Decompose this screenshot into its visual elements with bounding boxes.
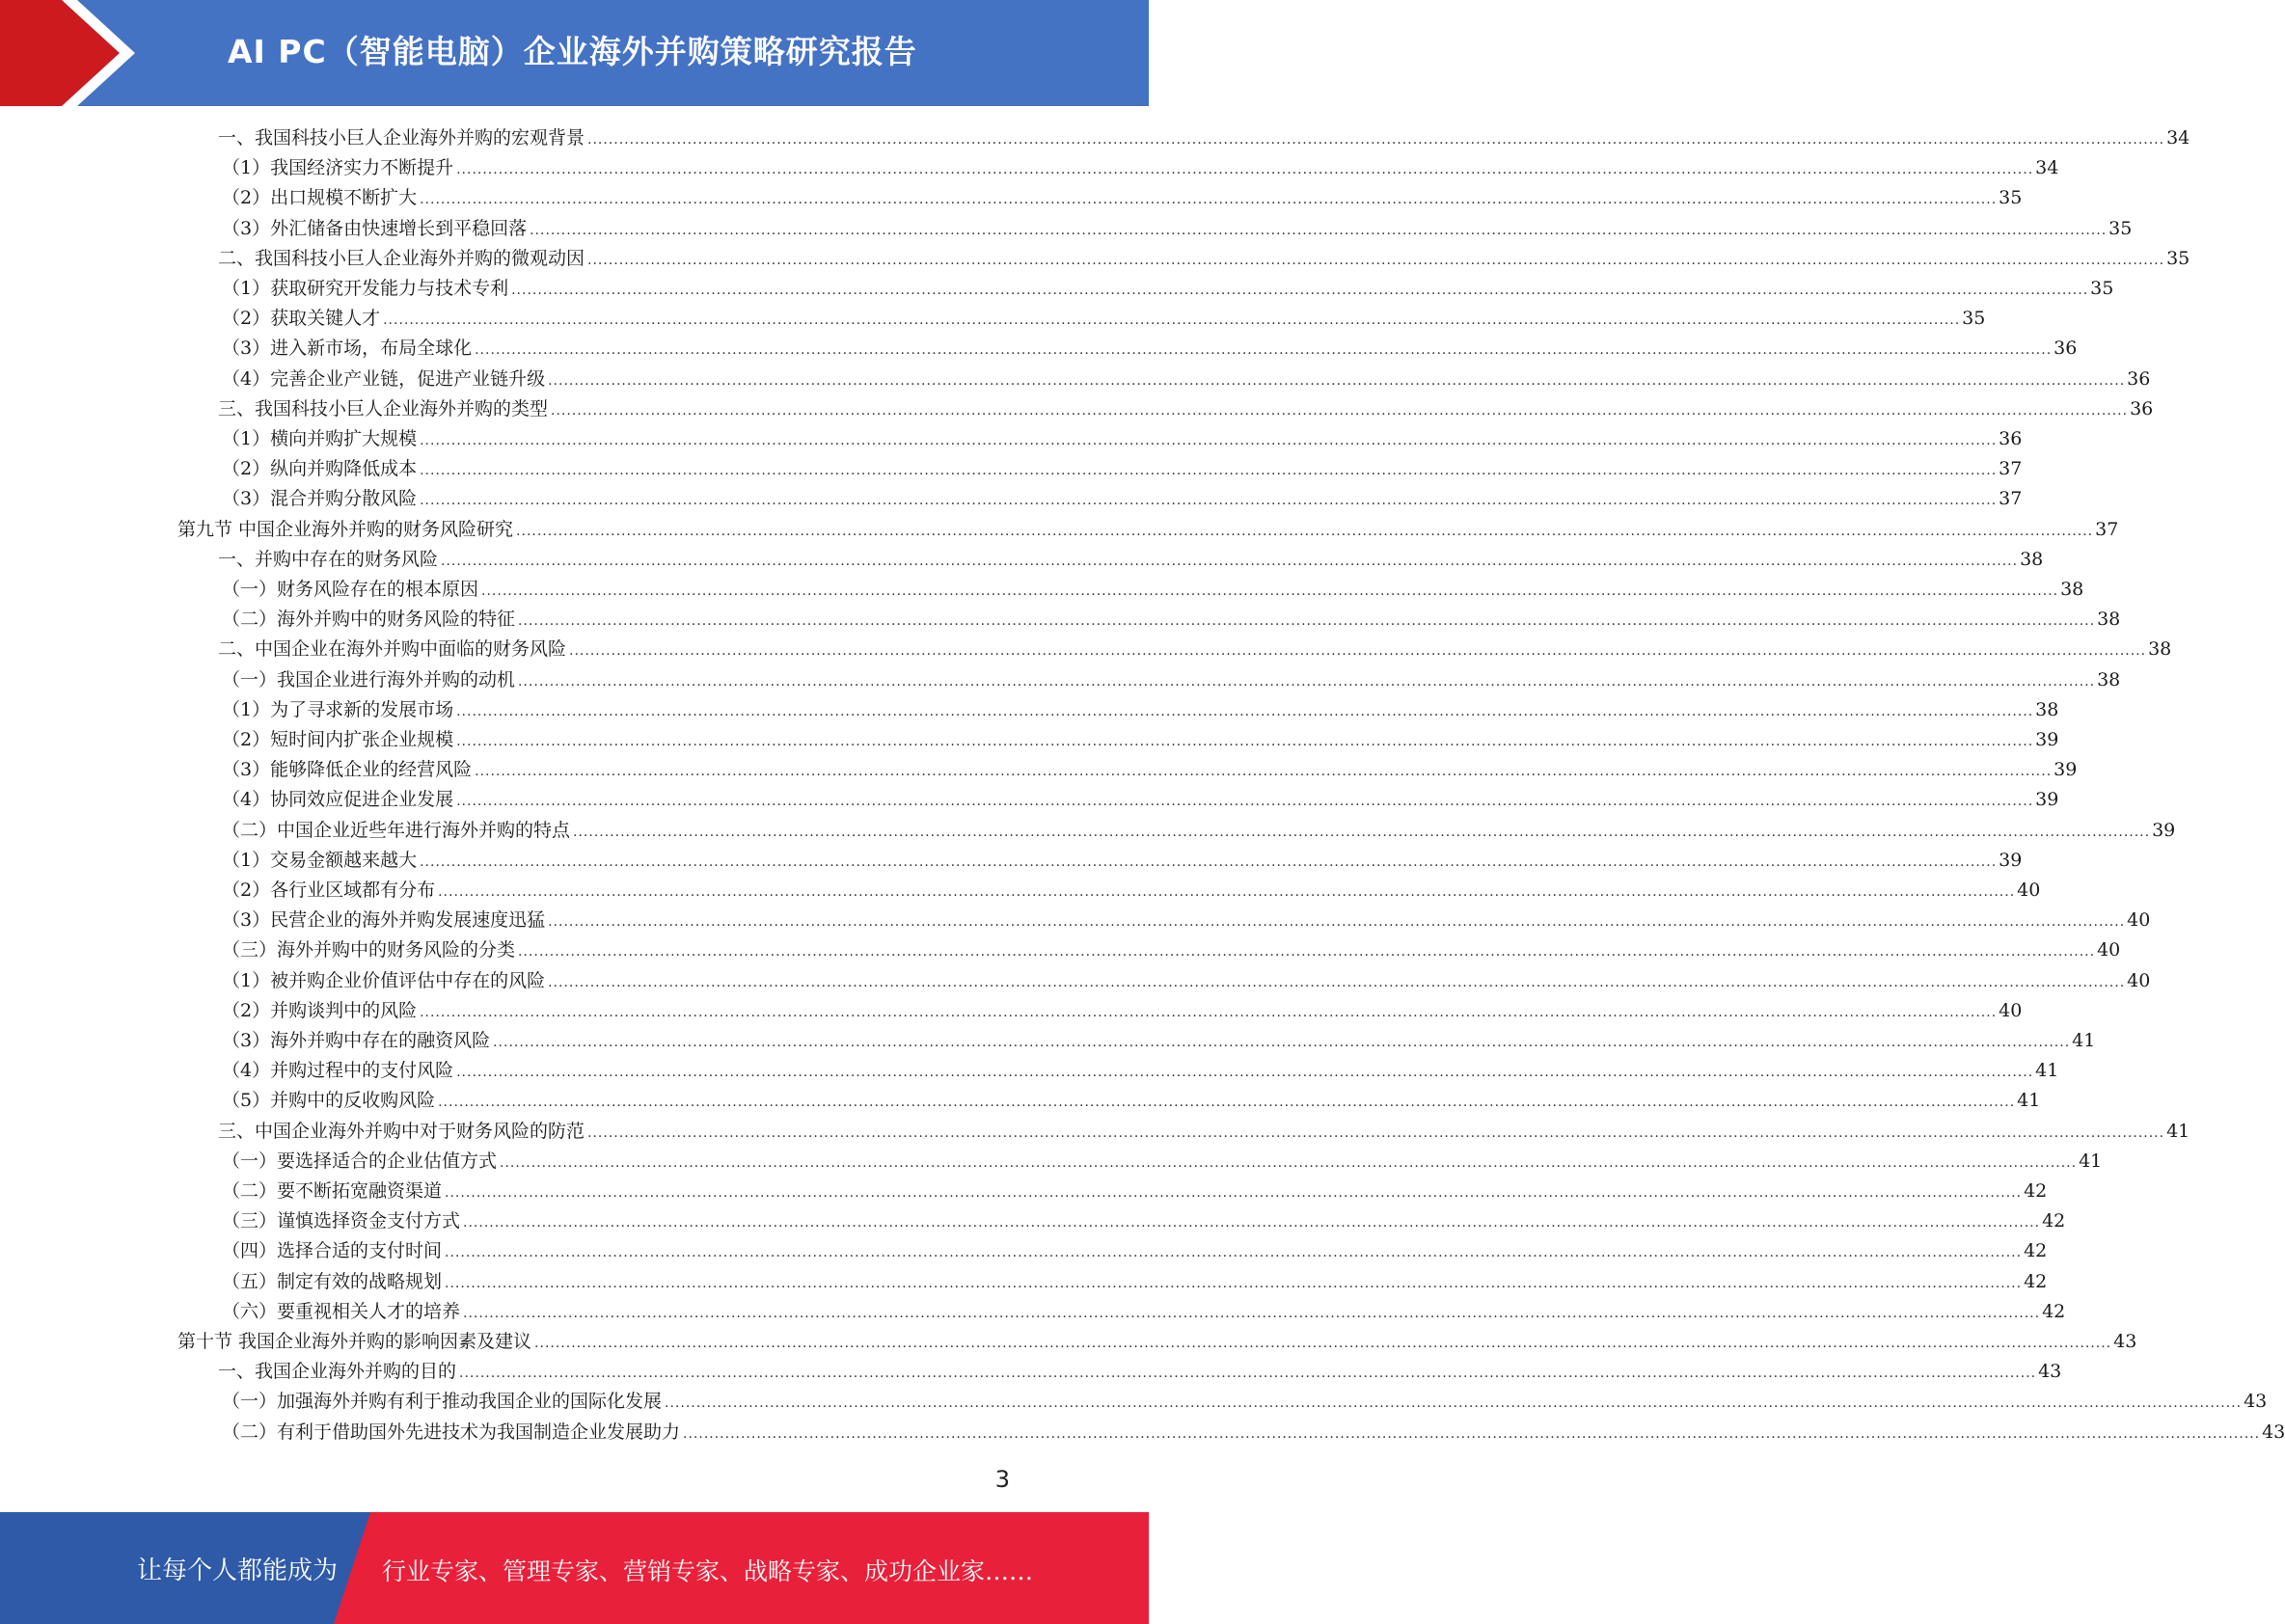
toc-entry-page: 34 bbox=[2166, 127, 2190, 149]
toc-entry[interactable] bbox=[177, 1327, 2137, 1357]
toc-entry[interactable] bbox=[222, 424, 2023, 454]
toc-entry-label: （1）我国经济实力不断提升 bbox=[222, 157, 454, 178]
toc-entry-label: 第九节 中国企业海外并购的财务风险研究 bbox=[177, 519, 514, 540]
toc-dot-leader: ............................................................................................................................................................................................................................................................................................................ bbox=[518, 613, 2096, 629]
toc-dot-leader: ............................................................................................................................................................................................................................................................................................................ bbox=[445, 1185, 2023, 1201]
toc-entry[interactable] bbox=[222, 725, 2059, 755]
toc-entry[interactable] bbox=[222, 846, 2023, 876]
toc-entry-label: （4）并购过程中的支付风险 bbox=[222, 1060, 454, 1081]
toc-entry[interactable] bbox=[218, 123, 2190, 153]
toc-entry-label: 二、我国科技小巨人企业海外并购的微观动因 bbox=[218, 248, 585, 269]
toc-entry-label: （三）谨慎选择资金支付方式 bbox=[222, 1210, 461, 1232]
toc-entry[interactable] bbox=[222, 1387, 2268, 1417]
toc-dot-leader: ............................................................................................................................................................................................................................................................................................................ bbox=[573, 825, 2151, 840]
toc-entry-label: （3）混合并购分散风险 bbox=[222, 488, 418, 509]
toc-entry[interactable] bbox=[222, 966, 2151, 996]
toc-entry-page: 39 bbox=[1999, 850, 2023, 871]
toc-entry-page: 39 bbox=[2035, 729, 2059, 750]
toc-entry-page: 40 bbox=[2097, 939, 2121, 961]
toc-entry-label: （3）能够降低企业的经营风险 bbox=[222, 759, 473, 780]
toc-dot-leader: ............................................................................................................................................................................................................................................................................................................ bbox=[665, 1395, 2243, 1411]
toc-entry[interactable] bbox=[222, 1086, 2041, 1116]
toc-entry[interactable] bbox=[222, 816, 2176, 846]
toc-entry-page: 35 bbox=[1962, 308, 1986, 329]
toc-entry[interactable] bbox=[222, 183, 2023, 213]
toc-dot-leader: ............................................................................................................................................................................................................................................................................................................ bbox=[548, 373, 2126, 389]
toc-entry-page: 38 bbox=[2148, 638, 2172, 660]
toc-entry-label: （2）纵向并购降低成本 bbox=[222, 458, 418, 479]
toc-entry-page: 39 bbox=[2054, 759, 2078, 780]
toc-entry[interactable] bbox=[218, 635, 2172, 664]
toc-entry-label: 二、中国企业在海外并购中面临的财务风险 bbox=[218, 638, 567, 660]
page-footer bbox=[0, 1512, 1149, 1624]
toc-dot-leader: ............................................................................................................................................................................................................................................................................................................ bbox=[420, 433, 1998, 448]
toc-dot-leader: ............................................................................................................................................................................................................................................................................................................ bbox=[456, 1065, 2034, 1080]
toc-entry-page: 38 bbox=[2035, 699, 2059, 720]
toc-dot-leader: ............................................................................................................................................................................................................................................................................................................ bbox=[551, 403, 2129, 419]
toc-entry[interactable] bbox=[218, 394, 2154, 424]
toc-entry[interactable] bbox=[222, 1297, 2066, 1327]
toc-entry[interactable] bbox=[218, 545, 2044, 575]
toc-entry[interactable] bbox=[222, 214, 2133, 244]
toc-entry-label: （二）中国企业近些年进行海外并购的特点 bbox=[222, 820, 571, 841]
toc-entry-label: （三）海外并购中的财务风险的分类 bbox=[222, 939, 516, 961]
toc-entry-page: 40 bbox=[2127, 909, 2151, 931]
toc-entry-page: 42 bbox=[2024, 1240, 2048, 1261]
toc-dot-leader: ............................................................................................................................................................................................................................................................................................................ bbox=[530, 223, 2108, 238]
toc-entry-label: （1）交易金额越来越大 bbox=[222, 850, 418, 871]
toc-entry-page: 43 bbox=[2262, 1421, 2285, 1443]
toc-dot-leader: ............................................................................................................................................................................................................................................................................................................ bbox=[456, 734, 2034, 749]
toc-entry-page: 42 bbox=[2042, 1301, 2066, 1322]
toc-entry-page: 35 bbox=[1999, 187, 2023, 208]
toc-entry-label: 一、我国科技小巨人企业海外并购的宏观背景 bbox=[218, 127, 585, 149]
toc-entry-label: （3）民营企业的海外并购发展速度迅猛 bbox=[222, 909, 546, 931]
toc-entry-label: （1）为了寻求新的发展市场 bbox=[222, 699, 454, 720]
toc-entry-page: 38 bbox=[2020, 549, 2044, 570]
toc-entry-page: 42 bbox=[2024, 1271, 2048, 1292]
toc-entry-label: （一）要选择适合的企业估值方式 bbox=[222, 1150, 498, 1172]
toc-entry[interactable] bbox=[218, 244, 2190, 274]
toc-entry-page: 41 bbox=[2035, 1060, 2059, 1081]
toc-entry-label: （5）并购中的反收购风险 bbox=[222, 1090, 436, 1111]
toc-entry-page: 40 bbox=[2017, 880, 2041, 901]
toc-dot-leader: ............................................................................................................................................................................................................................................................................................................ bbox=[438, 884, 2016, 900]
document-title: AI PC（智能电脑）企业海外并购策略研究报告 bbox=[228, 33, 917, 70]
toc-entry[interactable] bbox=[222, 665, 2121, 695]
toc-entry-label: 三、我国科技小巨人企业海外并购的类型 bbox=[218, 398, 549, 420]
toc-entry-label: （2）各行业区域都有分布 bbox=[222, 880, 436, 901]
toc-entry[interactable] bbox=[222, 484, 2023, 514]
toc-entry-label: （3）海外并购中存在的融资风险 bbox=[222, 1030, 491, 1051]
toc-entry[interactable] bbox=[222, 1236, 2048, 1266]
toc-entry-label: 第十节 我国企业海外并购的影响因素及建议 bbox=[177, 1331, 532, 1352]
toc-entry[interactable] bbox=[222, 1177, 2048, 1206]
toc-entry-page: 39 bbox=[2152, 820, 2176, 841]
footer-slogan-left: 让每个人都能成为 bbox=[137, 1556, 339, 1585]
toc-dot-leader: ............................................................................................................................................................................................................................................................................................................ bbox=[493, 1035, 2071, 1050]
toc-entry-label: （1）横向并购扩大规模 bbox=[222, 428, 418, 449]
toc-entry-page: 43 bbox=[2244, 1391, 2268, 1412]
toc-dot-leader: ............................................................................................................................................................................................................................................................................................................ bbox=[518, 944, 2096, 960]
toc-entry-page: 41 bbox=[2166, 1121, 2190, 1142]
toc-entry-label: （2）出口规模不断扩大 bbox=[222, 187, 418, 208]
toc-entry[interactable] bbox=[222, 575, 2084, 605]
footer-slogan-right: 行业专家、管理专家、营销专家、战略专家、成功企业家…… bbox=[382, 1557, 1034, 1585]
toc-entry-page: 35 bbox=[2108, 218, 2133, 239]
toc-entry[interactable] bbox=[222, 605, 2121, 635]
toc-dot-leader: ............................................................................................................................................................................................................................................................................................................ bbox=[500, 1155, 2078, 1171]
toc-entry[interactable] bbox=[222, 1026, 2096, 1056]
toc-dot-leader: ............................................................................................................................................................................................................................................................................................................ bbox=[420, 493, 1998, 508]
toc-entry-label: （1）获取研究开发能力与技术专利 bbox=[222, 278, 509, 299]
toc-entry-label: 一、我国企业海外并购的目的 bbox=[218, 1361, 457, 1382]
toc-dot-leader: ............................................................................................................................................................................................................................................................................................................ bbox=[548, 975, 2126, 990]
toc-entry[interactable] bbox=[222, 906, 2151, 935]
toc-dot-leader: ............................................................................................................................................................................................................................................................................................................ bbox=[587, 253, 2165, 268]
toc-entry-label: （一）财务风险存在的根本原因 bbox=[222, 579, 479, 600]
toc-dot-leader: ............................................................................................................................................................................................................................................................................................................ bbox=[587, 1125, 2165, 1141]
toc-entry[interactable] bbox=[222, 334, 2078, 364]
toc-dot-leader: ............................................................................................................................................................................................................................................................................................................ bbox=[445, 1245, 2023, 1260]
toc-entry-page: 38 bbox=[2060, 579, 2084, 600]
toc-dot-leader: ............................................................................................................................................................................................................................................................................................................ bbox=[420, 463, 1998, 478]
toc-dot-leader: ............................................................................................................................................................................................................................................................................................................ bbox=[445, 1276, 2023, 1291]
toc-entry-label: （2）并购谈判中的风险 bbox=[222, 1000, 418, 1021]
toc-entry[interactable] bbox=[222, 876, 2041, 906]
toc-entry-page: 41 bbox=[2017, 1090, 2041, 1111]
toc-entry[interactable] bbox=[222, 365, 2151, 394]
toc-entry[interactable] bbox=[222, 274, 2114, 304]
toc-entry-label: （五）制定有效的战略规划 bbox=[222, 1271, 443, 1292]
toc-entry[interactable] bbox=[222, 153, 2059, 183]
toc-entry[interactable] bbox=[222, 1147, 2103, 1177]
toc-entry[interactable] bbox=[222, 755, 2078, 785]
toc-entry-label: （二）海外并购中的财务风险的特征 bbox=[222, 609, 516, 630]
toc-entry[interactable] bbox=[218, 1117, 2190, 1147]
toc-dot-leader: ............................................................................................................................................................................................................................................................................................................ bbox=[438, 1095, 2016, 1110]
toc-dot-leader: ............................................................................................................................................................................................................................................................................................................ bbox=[420, 192, 1998, 207]
toc-entry[interactable] bbox=[222, 935, 2121, 965]
toc-entry[interactable] bbox=[177, 515, 2119, 545]
toc-dot-leader: ............................................................................................................................................................................................................................................................................................................ bbox=[683, 1426, 2261, 1442]
toc-entry-label: （3）进入新市场，布局全球化 bbox=[222, 338, 473, 359]
toc-entry-label: （3）外汇储备由快速增长到平稳回落 bbox=[222, 218, 528, 239]
toc-entry-label: （2）短时间内扩张企业规模 bbox=[222, 729, 454, 750]
toc-entry-page: 34 bbox=[2035, 157, 2059, 178]
toc-entry-label: （1）被并购企业价值评估中存在的风险 bbox=[222, 970, 546, 991]
toc-entry-page: 35 bbox=[2090, 278, 2114, 299]
toc-entry-page: 36 bbox=[1999, 428, 2023, 449]
toc-entry-page: 37 bbox=[1999, 458, 2023, 479]
toc-entry-page: 42 bbox=[2042, 1210, 2066, 1232]
toc-entry[interactable] bbox=[222, 1056, 2059, 1086]
toc-entry[interactable] bbox=[222, 785, 2059, 815]
toc-dot-leader: ............................................................................................................................................................................................................................................................................................................ bbox=[587, 132, 2165, 148]
toc-entry[interactable] bbox=[222, 1267, 2048, 1297]
toc-entry-page: 39 bbox=[2035, 789, 2059, 810]
header-red-arrow-shape bbox=[0, 0, 145, 106]
toc-entry-page: 36 bbox=[2054, 338, 2078, 359]
toc-dot-leader: ............................................................................................................................................................................................................................................................................................................ bbox=[459, 1366, 2037, 1381]
toc-dot-leader: ............................................................................................................................................................................................................................................................................................................ bbox=[511, 283, 2089, 298]
toc-entry-label: （二）有利于借助国外先进技术为我国制造企业发展助力 bbox=[222, 1421, 681, 1443]
toc-entry-label: （4）完善企业产业链，促进产业链升级 bbox=[222, 368, 546, 390]
toc-entry-page: 43 bbox=[2113, 1331, 2137, 1352]
toc-entry-page: 43 bbox=[2038, 1361, 2062, 1382]
toc-dot-leader: ............................................................................................................................................................................................................................................................................................................ bbox=[441, 554, 2019, 569]
toc-dot-leader: ............................................................................................................................................................................................................................................................................................................ bbox=[481, 583, 2059, 599]
toc-dot-leader: ............................................................................................................................................................................................................................................................................................................ bbox=[518, 674, 2096, 690]
page-number: 3 bbox=[994, 1466, 1010, 1493]
toc-dot-leader: ............................................................................................................................................................................................................................................................................................................ bbox=[463, 1306, 2041, 1321]
toc-dot-leader: ............................................................................................................................................................................................................................................................................................................ bbox=[463, 1215, 2041, 1231]
toc-dot-leader: ............................................................................................................................................................................................................................................................................................................ bbox=[420, 1005, 1998, 1020]
toc-entry-label: （一）加强海外并购有利于推动我国企业的国际化发展 bbox=[222, 1391, 663, 1412]
toc-entry[interactable] bbox=[222, 454, 2023, 484]
toc-dot-leader: ............................................................................................................................................................................................................................................................................................................ bbox=[534, 1336, 2112, 1351]
toc-entry-label: （六）要重视相关人才的培养 bbox=[222, 1301, 461, 1322]
toc-entry[interactable] bbox=[218, 1357, 2062, 1387]
toc-entry-label: 一、并购中存在的财务风险 bbox=[218, 549, 439, 570]
toc-entry[interactable] bbox=[222, 1206, 2066, 1236]
toc-entry-page: 41 bbox=[2079, 1150, 2103, 1172]
toc-entry-label: （2）获取关键人才 bbox=[222, 308, 381, 329]
toc-entry-page: 38 bbox=[2097, 609, 2121, 630]
toc-dot-leader: ............................................................................................................................................................................................................................................................................................................ bbox=[475, 764, 2053, 779]
toc-entry-page: 36 bbox=[2127, 368, 2151, 390]
toc-entry-label: （二）要不断拓宽融资渠道 bbox=[222, 1180, 443, 1202]
toc-entry-page: 37 bbox=[1999, 488, 2023, 509]
toc-entry-label: 三、中国企业海外并购中对于财务风险的防范 bbox=[218, 1121, 585, 1142]
toc-dot-leader: ............................................................................................................................................................................................................................................................................................................ bbox=[516, 524, 2094, 539]
toc-entry[interactable] bbox=[222, 304, 1986, 334]
toc-dot-leader: ............................................................................................................................................................................................................................................................................................................ bbox=[475, 342, 2053, 358]
toc-dot-leader: ............................................................................................................................................................................................................................................................................................................ bbox=[456, 794, 2034, 809]
toc-entry-page: 37 bbox=[2095, 519, 2119, 540]
toc-entry-page: 40 bbox=[1999, 1000, 2023, 1021]
toc-entry-page: 42 bbox=[2024, 1180, 2048, 1202]
toc-dot-leader: ............................................................................................................................................................................................................................................................................................................ bbox=[383, 312, 1961, 328]
toc-entry-label: （四）选择合适的支付时间 bbox=[222, 1240, 443, 1261]
toc-entry[interactable] bbox=[222, 996, 2023, 1026]
toc-entry-page: 35 bbox=[2166, 248, 2190, 269]
toc-dot-leader: ............................................................................................................................................................................................................................................................................................................ bbox=[548, 914, 2126, 930]
toc-entry[interactable] bbox=[222, 1418, 2285, 1448]
toc-dot-leader: ............................................................................................................................................................................................................................................................................................................ bbox=[569, 643, 2147, 659]
page-header bbox=[0, 0, 1149, 106]
toc-dot-leader: ............................................................................................................................................................................................................................................................................................................ bbox=[456, 704, 2034, 719]
toc-entry-page: 40 bbox=[2127, 970, 2151, 991]
toc-entry-label: （4）协同效应促进企业发展 bbox=[222, 789, 454, 810]
toc-entry-label: （一）我国企业进行海外并购的动机 bbox=[222, 669, 516, 690]
toc-dot-leader: ............................................................................................................................................................................................................................................................................................................ bbox=[420, 854, 1998, 870]
toc-dot-leader: ............................................................................................................................................................................................................................................................................................................ bbox=[456, 162, 2034, 177]
toc-entry[interactable] bbox=[222, 695, 2059, 725]
toc-entry-page: 36 bbox=[2130, 398, 2154, 420]
toc-entry-page: 38 bbox=[2097, 669, 2121, 690]
toc-entry-page: 41 bbox=[2072, 1030, 2096, 1051]
